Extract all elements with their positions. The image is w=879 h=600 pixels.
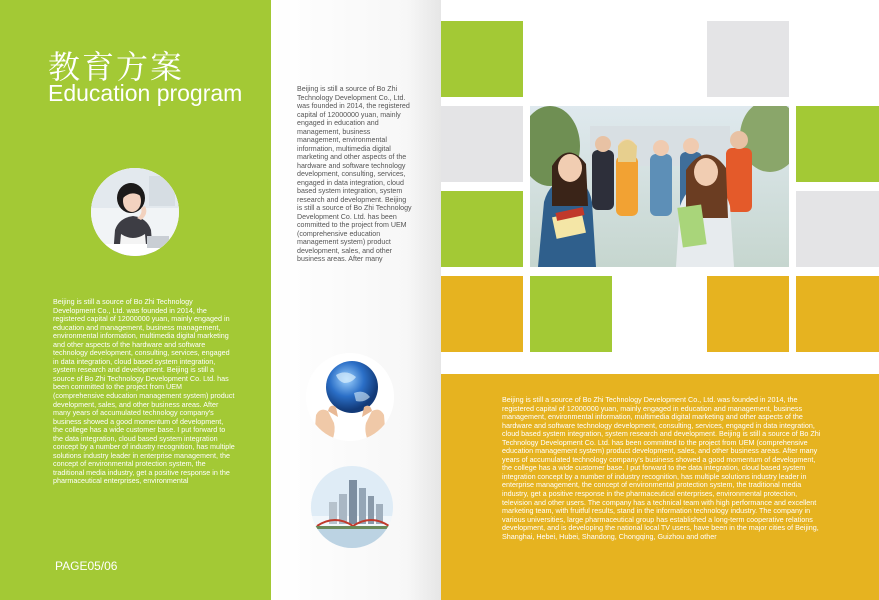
right-body-text: Beijing is still a source of Bo Zhi Technology Development Co., Ltd. was founded in 2014, the registered capital of 12000000 yuan, mainly engaged in education and management, business management, environmental information, multimedia digital marketing and other aspects of the hardware and software technology development, consulting, services, engaged in data integration, cloud based system integration, system research and development. Beijing is still a source of Bo Zhi Technology Development Co. Ltd. has been committed to the project from UEM (comprehensive education management system) product development, sales, and other business areas. After many years of accumulated technology company's business showed a good momentum of development, the college has a wide customer base. I put forward to the data integration, cloud based system integration concept by a number of industry recognition, has multiple solutions industry leader in enterprise management, the concept of environmental protection system, the traditional media industry, get a positive response in the pharmaceutical enterprises, environmental protection, television and other users. The company has a technical team with high performance and excellent marketing team, with fruitful results, stand in the information technology industry. The company in various universities, large pharmaceutical group has established a long-term cooperative relations development, and is developing the national local TV users, have been in the major cities of Beijing, Shanghai, Hebei, Hubei, Shandong, Chongqing, Guizhou and other [502,395,821,541]
students-photo [530,106,789,267]
buildings-icon [311,466,393,548]
title-chinese: 教育方案 [48,48,185,86]
yellow-block [707,276,789,352]
woman-at-desk-illustration [91,168,179,256]
green-block [530,276,612,352]
green-block [796,106,879,182]
students-group-illustration [530,106,789,267]
yellow-block [441,276,523,352]
gray-block [796,191,879,267]
green-block [441,21,523,97]
yellow-block [796,276,879,352]
city-skyline-image [311,466,393,548]
title-english: Education program [48,80,243,106]
globe-in-hands-image [306,353,394,441]
middle-body-text: Beijing is still a source of Bo Zhi Technology Development Co., Ltd. was founded in 2014, the registered capital of 12000000 yuan, mainly engaged in education and management, business management, environmental information, multimedia digital marketing and other aspects of the hardware and software technology development, consulting, services, engaged in data integration, cloud based system integration, system research and development. Beijing is still a source of Bo Zhi Technology Development Co. Ltd. has been committed to the project from UEM (comprehensive education management system) product development, sales, and other business areas. After many [297,85,412,263]
portrait-photo [91,168,179,256]
gray-block [707,21,789,97]
gray-block [441,106,523,182]
left-body-text: Beijing is still a source of Bo Zhi Technology Development Co., Ltd. was founded in 2014, the registered capital of 12000000 yuan, mainly engaged in education and management, business management, environmental information, multimedia digital marketing and other aspects of the hardware and software technology development, consulting, services, engaged in data integration, cloud based system integration, system research and development. Beijing is still a source of Bo Zhi Technology Development Co. Ltd. has been committed to the project from UEM (comprehensive education management system) product development, sales, and other business areas. After many years of accumulated technology company's business showed a good momentum of development, the college has a wide customer base. I put forward to the data integration, cloud based system integration concept by a number of industry recognition, has multiple solutions industry leader in enterprise management, the concept of environmental protection system, the traditional media industry, get a positive response in the pharmaceutical enterprises, environmental [53,297,235,486]
page-number: PAGE05/06 [55,559,118,573]
globe-icon [306,353,394,441]
green-block [441,191,523,267]
